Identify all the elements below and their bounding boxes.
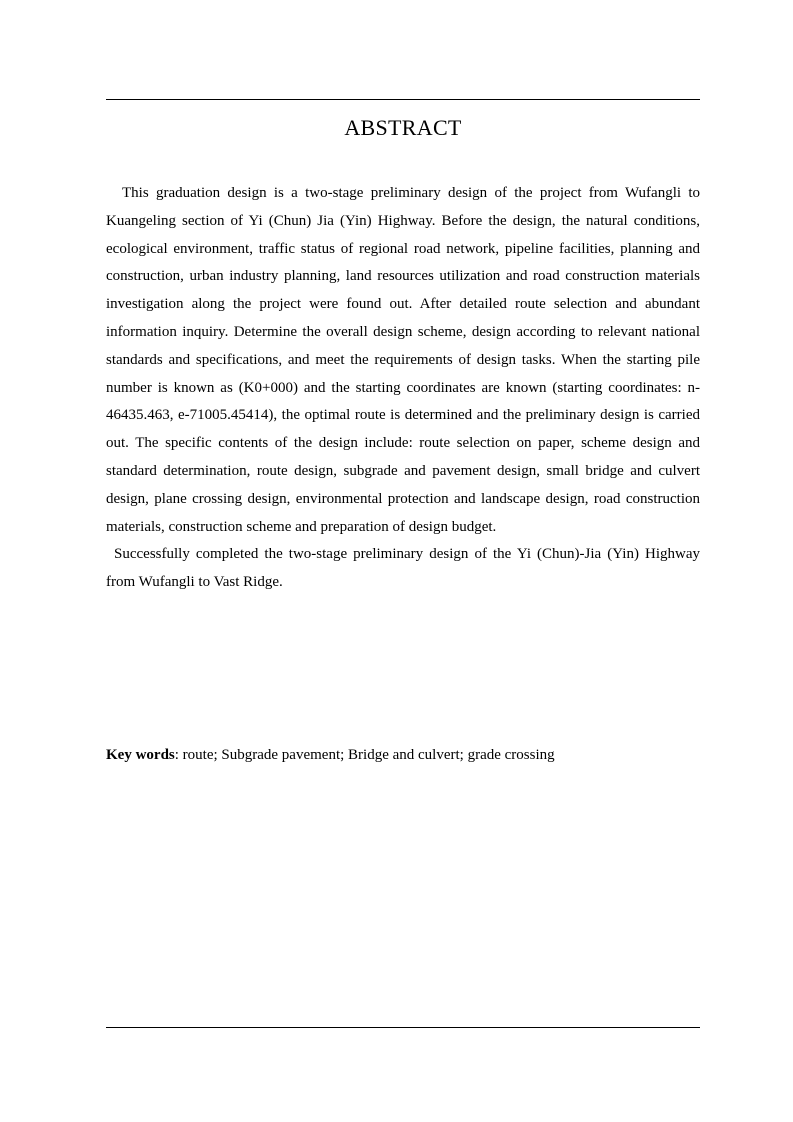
- keywords-line: [106, 743, 700, 767]
- keywords-label: Key words: [106, 747, 175, 763]
- header-rule: [106, 99, 700, 100]
- abstract-body: [106, 180, 700, 597]
- abstract-paragraph: Successfully completed the two-stage preliminary design of the Yi (Chun)-Jia (Yin) Highway from Wufangli to Vast Ridge.: [106, 546, 700, 591]
- footer-rule: [106, 1027, 700, 1028]
- abstract-title: ABSTRACT: [344, 115, 462, 140]
- keywords-text: : route; Subgrade pavement; Bridge and culvert; grade crossing: [174, 747, 555, 763]
- abstract-paragraph: This graduation design is a two-stage preliminary design of the project from Wufangli to Kuangeling section of Yi (Chun) Jia (Yin) Highway. Before the design, the natural conditions, ecological environment, traffic status of regional road network, pipeline facilities, planning and construction, urban industry planning, land resources utilization and road construction materials investigation along the project were found out. After detailed route selection and abundant information inquiry. Determine the overall design scheme, design according to relevant national standards and specifications, and meet the requirements of design tasks. When the starting pile number is known as (K0+000) and the starting coordinates are known (starting coordinates: n-46435.463, e-71005.45414), the optimal route is determined and the preliminary design is carried out. The specific contents of the design include: route selection on paper, scheme design and standard determination, route design, subgrade and pavement design, small bridge and culvert design, plane crossing design, environmental protection and landscape design, road construction materials, construction scheme and preparation of design budget.: [106, 185, 700, 535]
